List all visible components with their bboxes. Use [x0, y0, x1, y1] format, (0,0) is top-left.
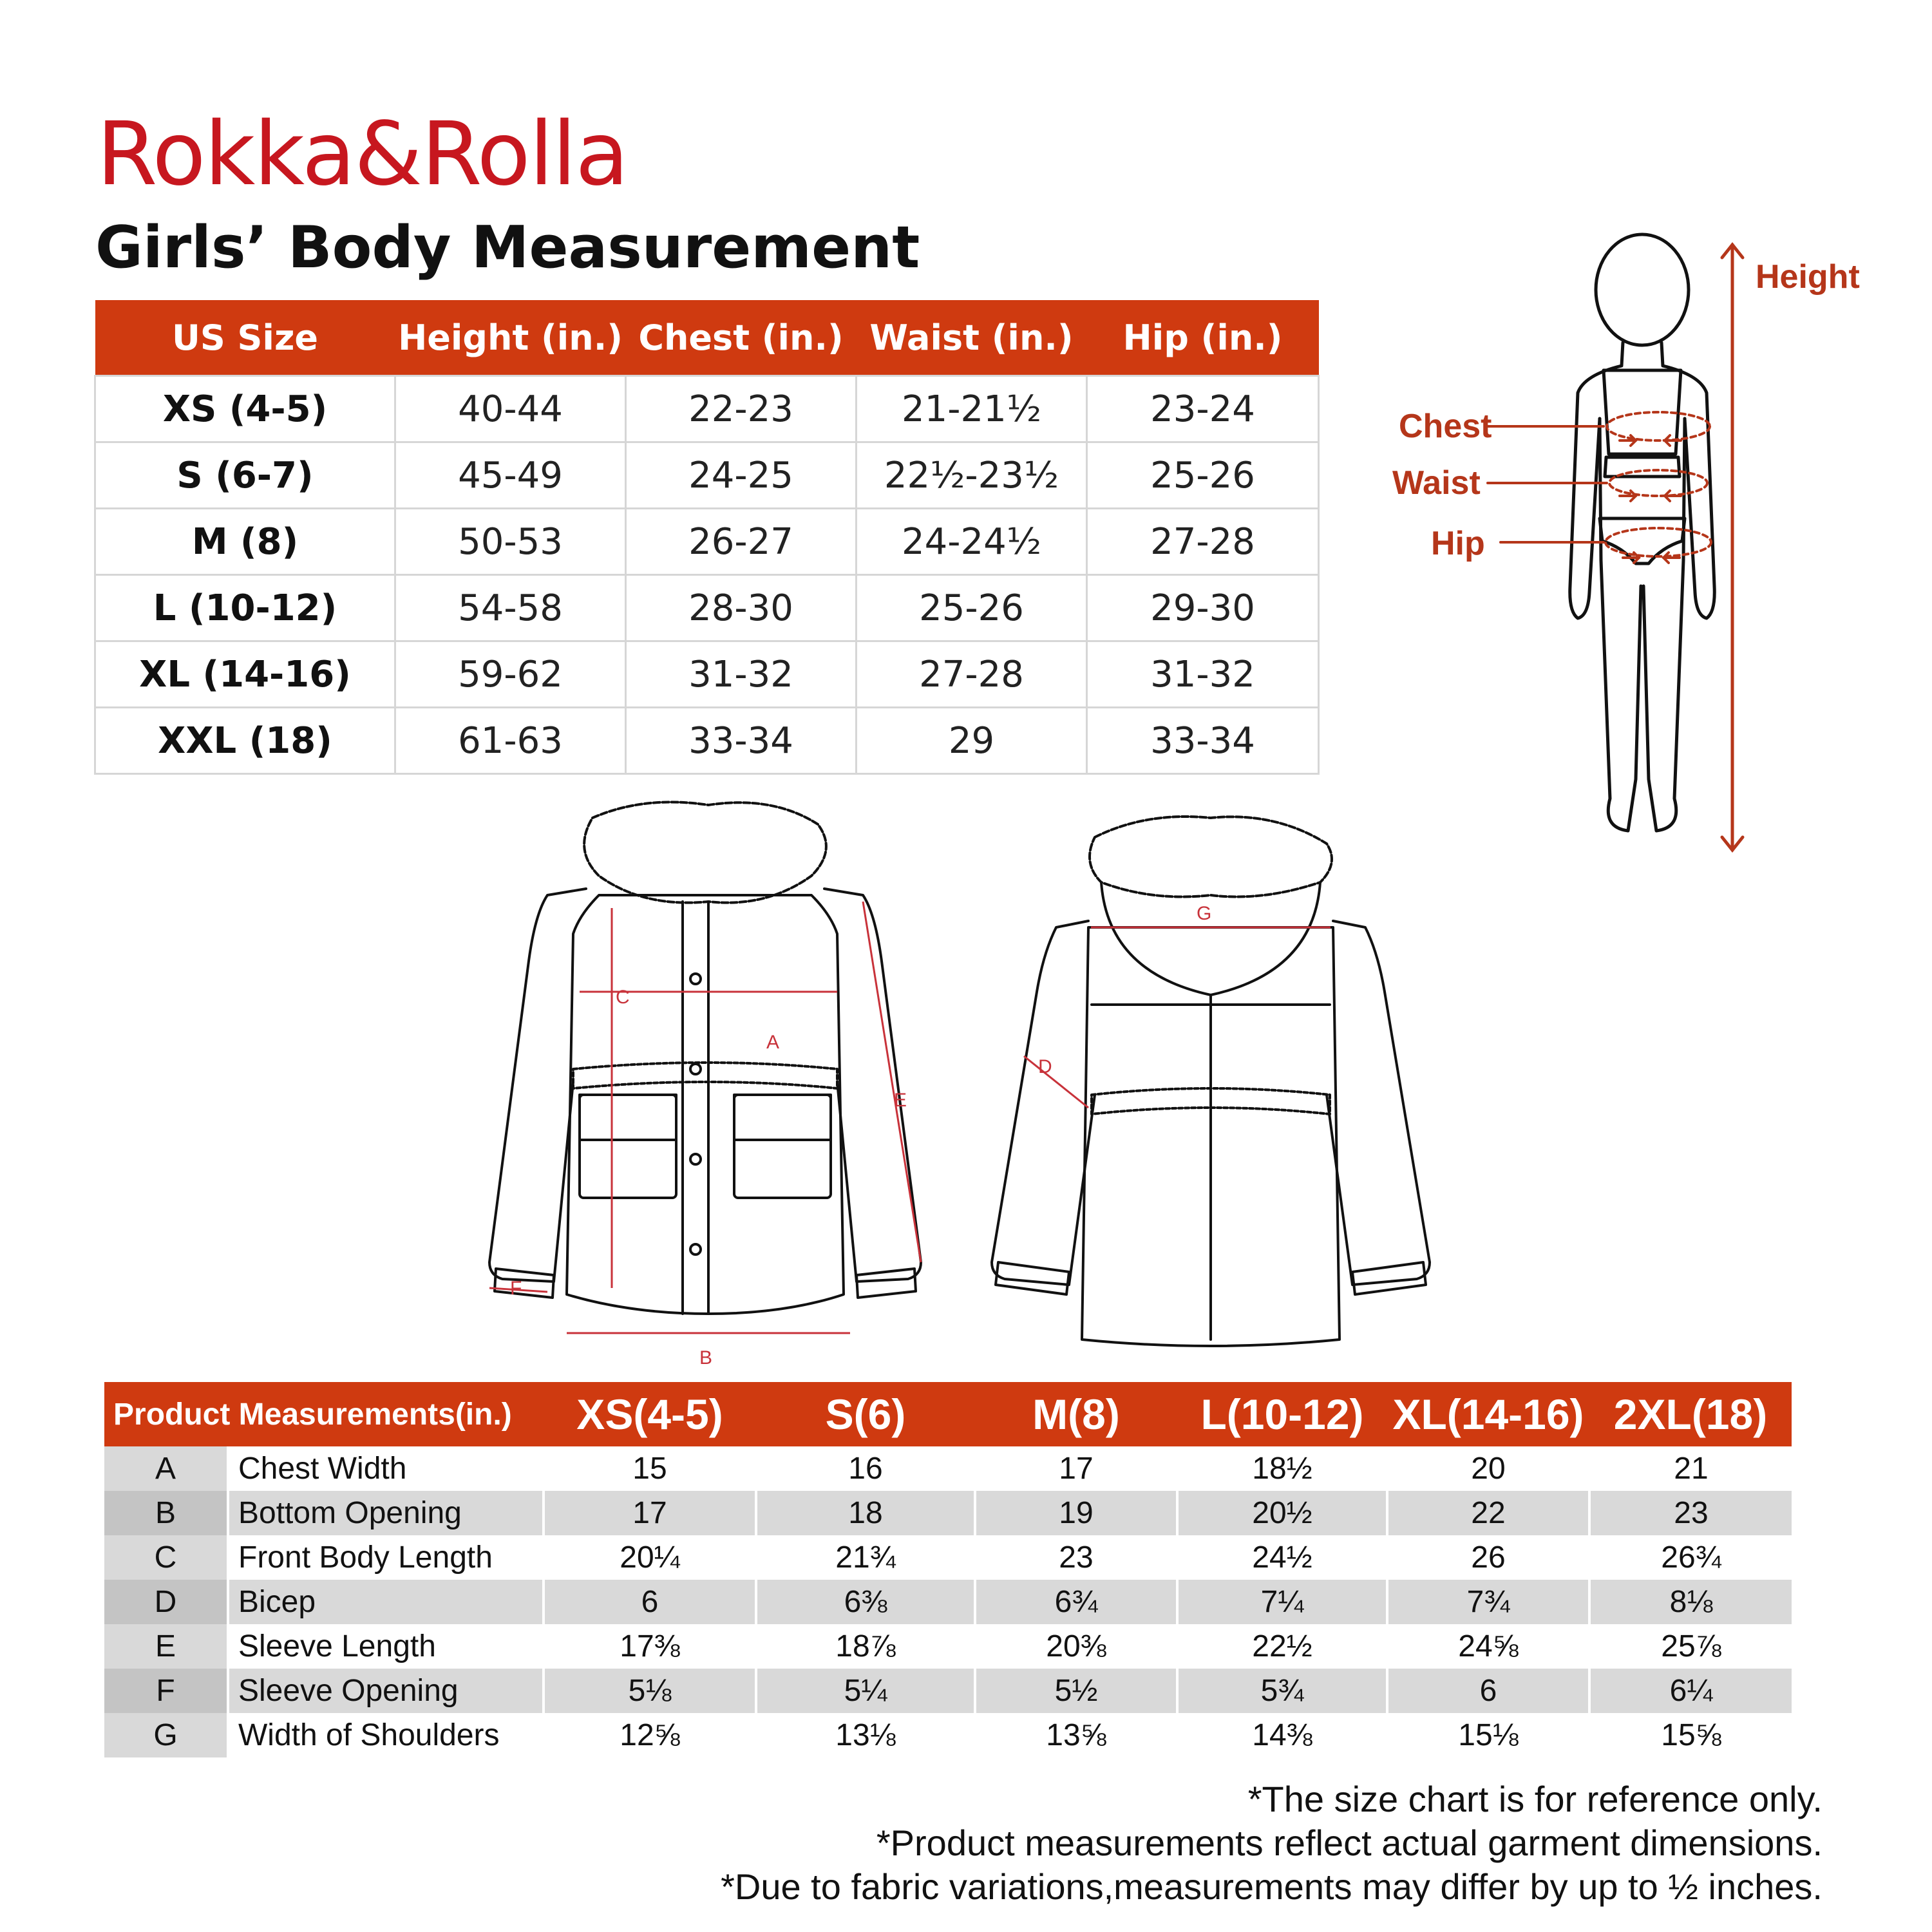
header-hip: Hip (in.): [1087, 300, 1319, 376]
height-cell: 54-58: [395, 575, 626, 641]
value-cell: 5⅛: [544, 1669, 756, 1713]
height-cell: 59-62: [395, 641, 626, 708]
table-row: [104, 1669, 1792, 1713]
value-cell: 6¾: [975, 1580, 1177, 1624]
table-row: [95, 376, 1319, 442]
body-table-header-row: [95, 300, 1319, 376]
measure-name: Front Body Length: [228, 1535, 544, 1580]
value-cell: 18: [756, 1491, 975, 1535]
value-cell: 13⅝: [975, 1713, 1177, 1757]
value-cell: 20¼: [544, 1535, 756, 1580]
measure-name: Sleeve Length: [228, 1624, 544, 1669]
body-measurement-table: [94, 300, 1320, 775]
value-cell: 12⅝: [544, 1713, 756, 1757]
waist-cell: 22½-23½: [857, 442, 1087, 509]
measure-name: Bicep: [228, 1580, 544, 1624]
chest-cell: 31-32: [626, 641, 857, 708]
value-cell: 8⅛: [1589, 1580, 1792, 1624]
waist-cell: 25-26: [857, 575, 1087, 641]
value-cell: 5¼: [756, 1669, 975, 1713]
measure-letter: B: [104, 1491, 228, 1535]
value-cell: 21: [1589, 1446, 1792, 1491]
waist-cell: 21-21½: [857, 376, 1087, 442]
value-cell: 5½: [975, 1669, 1177, 1713]
value-cell: 23: [975, 1535, 1177, 1580]
jacket-label-e: E: [894, 1090, 907, 1111]
page-title: Girls’ Body Measurement: [95, 214, 920, 281]
measure-name: Sleeve Opening: [228, 1669, 544, 1713]
jacket-label-f: F: [510, 1278, 522, 1299]
footnote-variation: *Due to fabric variations,measurements may differ by up to ½ inches.: [721, 1866, 1823, 1907]
value-cell: 5¾: [1177, 1669, 1387, 1713]
table-row: [104, 1446, 1792, 1491]
value-cell: 15⅝: [1589, 1713, 1792, 1757]
size-cell: L (10-12): [95, 575, 395, 641]
value-cell: 26¾: [1589, 1535, 1792, 1580]
value-cell: 17: [544, 1491, 756, 1535]
header-height: Height (in.): [395, 300, 626, 376]
hip-cell: 31-32: [1087, 641, 1319, 708]
hip-cell: 29-30: [1087, 575, 1319, 641]
value-cell: 14⅜: [1177, 1713, 1387, 1757]
value-cell: 17: [975, 1446, 1177, 1491]
measure-name: Width of Shoulders: [228, 1713, 544, 1757]
table-row: [104, 1491, 1792, 1535]
waist-cell: 29: [857, 708, 1087, 774]
value-cell: 21¾: [756, 1535, 975, 1580]
value-cell: 7¼: [1177, 1580, 1387, 1624]
measure-letter: G: [104, 1713, 228, 1757]
header-product-measurements: Product Measurements(in.): [104, 1382, 544, 1446]
value-cell: 6: [544, 1580, 756, 1624]
measure-letter: E: [104, 1624, 228, 1669]
height-label: Height: [1756, 258, 1860, 296]
measure-letter: A: [104, 1446, 228, 1491]
value-cell: 16: [756, 1446, 975, 1491]
value-cell: 20⅜: [975, 1624, 1177, 1669]
header-size-xl: XL(14-16): [1387, 1382, 1589, 1446]
chest-cell: 33-34: [626, 708, 857, 774]
chest-cell: 26-27: [626, 509, 857, 575]
waist-cell: 24-24½: [857, 509, 1087, 575]
value-cell: 20: [1387, 1446, 1589, 1491]
body-measure-markers: [1475, 399, 1745, 592]
table-row: [104, 1624, 1792, 1669]
header-us-size: US Size: [95, 300, 395, 376]
header-size-2xl: 2XL(18): [1589, 1382, 1792, 1446]
value-cell: 25⅞: [1589, 1624, 1792, 1669]
value-cell: 6¼: [1589, 1669, 1792, 1713]
jacket-label-d: D: [1038, 1056, 1052, 1077]
brand-logo: Rokka&Rolla: [97, 104, 628, 205]
value-cell: 22: [1387, 1491, 1589, 1535]
value-cell: 17⅜: [544, 1624, 756, 1669]
size-cell: XXL (18): [95, 708, 395, 774]
value-cell: 18½: [1177, 1446, 1387, 1491]
table-row: [104, 1535, 1792, 1580]
header-waist: Waist (in.): [857, 300, 1087, 376]
footnotes: [721, 1777, 1823, 1909]
jacket-front-illustration: [477, 799, 940, 1365]
jacket-label-c: C: [616, 987, 630, 1008]
value-cell: 23: [1589, 1491, 1792, 1535]
measure-name: Chest Width: [228, 1446, 544, 1491]
jacket-back-illustration: [953, 811, 1468, 1365]
header-size-l: L(10-12): [1177, 1382, 1387, 1446]
table-row: [95, 708, 1319, 774]
table-row: [95, 575, 1319, 641]
value-cell: 24½: [1177, 1535, 1387, 1580]
table-row: [95, 442, 1319, 509]
hip-label: Hip: [1431, 525, 1485, 562]
value-cell: 6: [1387, 1669, 1589, 1713]
header-size-s: S(6): [756, 1382, 975, 1446]
hip-cell: 25-26: [1087, 442, 1319, 509]
product-table-header-row: [104, 1382, 1792, 1446]
header-size-xs: XS(4-5): [544, 1382, 756, 1446]
jacket-label-g: G: [1197, 903, 1212, 924]
jacket-label-b: B: [699, 1347, 713, 1368]
value-cell: 26: [1387, 1535, 1589, 1580]
hip-cell: 27-28: [1087, 509, 1319, 575]
height-cell: 50-53: [395, 509, 626, 575]
chest-label: Chest: [1399, 408, 1492, 445]
table-row: [95, 641, 1319, 708]
height-cell: 61-63: [395, 708, 626, 774]
value-cell: 24⅝: [1387, 1624, 1589, 1669]
product-measurement-table: [104, 1382, 1792, 1757]
value-cell: 20½: [1177, 1491, 1387, 1535]
measure-letter: F: [104, 1669, 228, 1713]
hip-cell: 23-24: [1087, 376, 1319, 442]
chest-cell: 28-30: [626, 575, 857, 641]
measure-name: Bottom Opening: [228, 1491, 544, 1535]
value-cell: 13⅛: [756, 1713, 975, 1757]
value-cell: 15: [544, 1446, 756, 1491]
header-chest: Chest (in.): [626, 300, 857, 376]
size-cell: XS (4-5): [95, 376, 395, 442]
chest-cell: 24-25: [626, 442, 857, 509]
height-cell: 40-44: [395, 376, 626, 442]
footnote-reference: *The size chart is for reference only.: [1247, 1779, 1823, 1819]
size-cell: XL (14-16): [95, 641, 395, 708]
height-cell: 45-49: [395, 442, 626, 509]
hip-cell: 33-34: [1087, 708, 1319, 774]
value-cell: 15⅛: [1387, 1713, 1589, 1757]
waist-label: Waist: [1392, 464, 1481, 502]
value-cell: 7¾: [1387, 1580, 1589, 1624]
chest-cell: 22-23: [626, 376, 857, 442]
measure-letter: D: [104, 1580, 228, 1624]
value-cell: 18⅞: [756, 1624, 975, 1669]
footnote-garment: *Product measurements reflect actual garment dimensions.: [876, 1823, 1823, 1863]
table-row: [104, 1713, 1792, 1757]
jacket-label-a: A: [766, 1032, 780, 1053]
size-cell: M (8): [95, 509, 395, 575]
waist-cell: 27-28: [857, 641, 1087, 708]
value-cell: 22½: [1177, 1624, 1387, 1669]
header-size-m: M(8): [975, 1382, 1177, 1446]
measure-letter: C: [104, 1535, 228, 1580]
value-cell: 19: [975, 1491, 1177, 1535]
table-row: [95, 509, 1319, 575]
size-cell: S (6-7): [95, 442, 395, 509]
table-row: [104, 1580, 1792, 1624]
value-cell: 6⅜: [756, 1580, 975, 1624]
